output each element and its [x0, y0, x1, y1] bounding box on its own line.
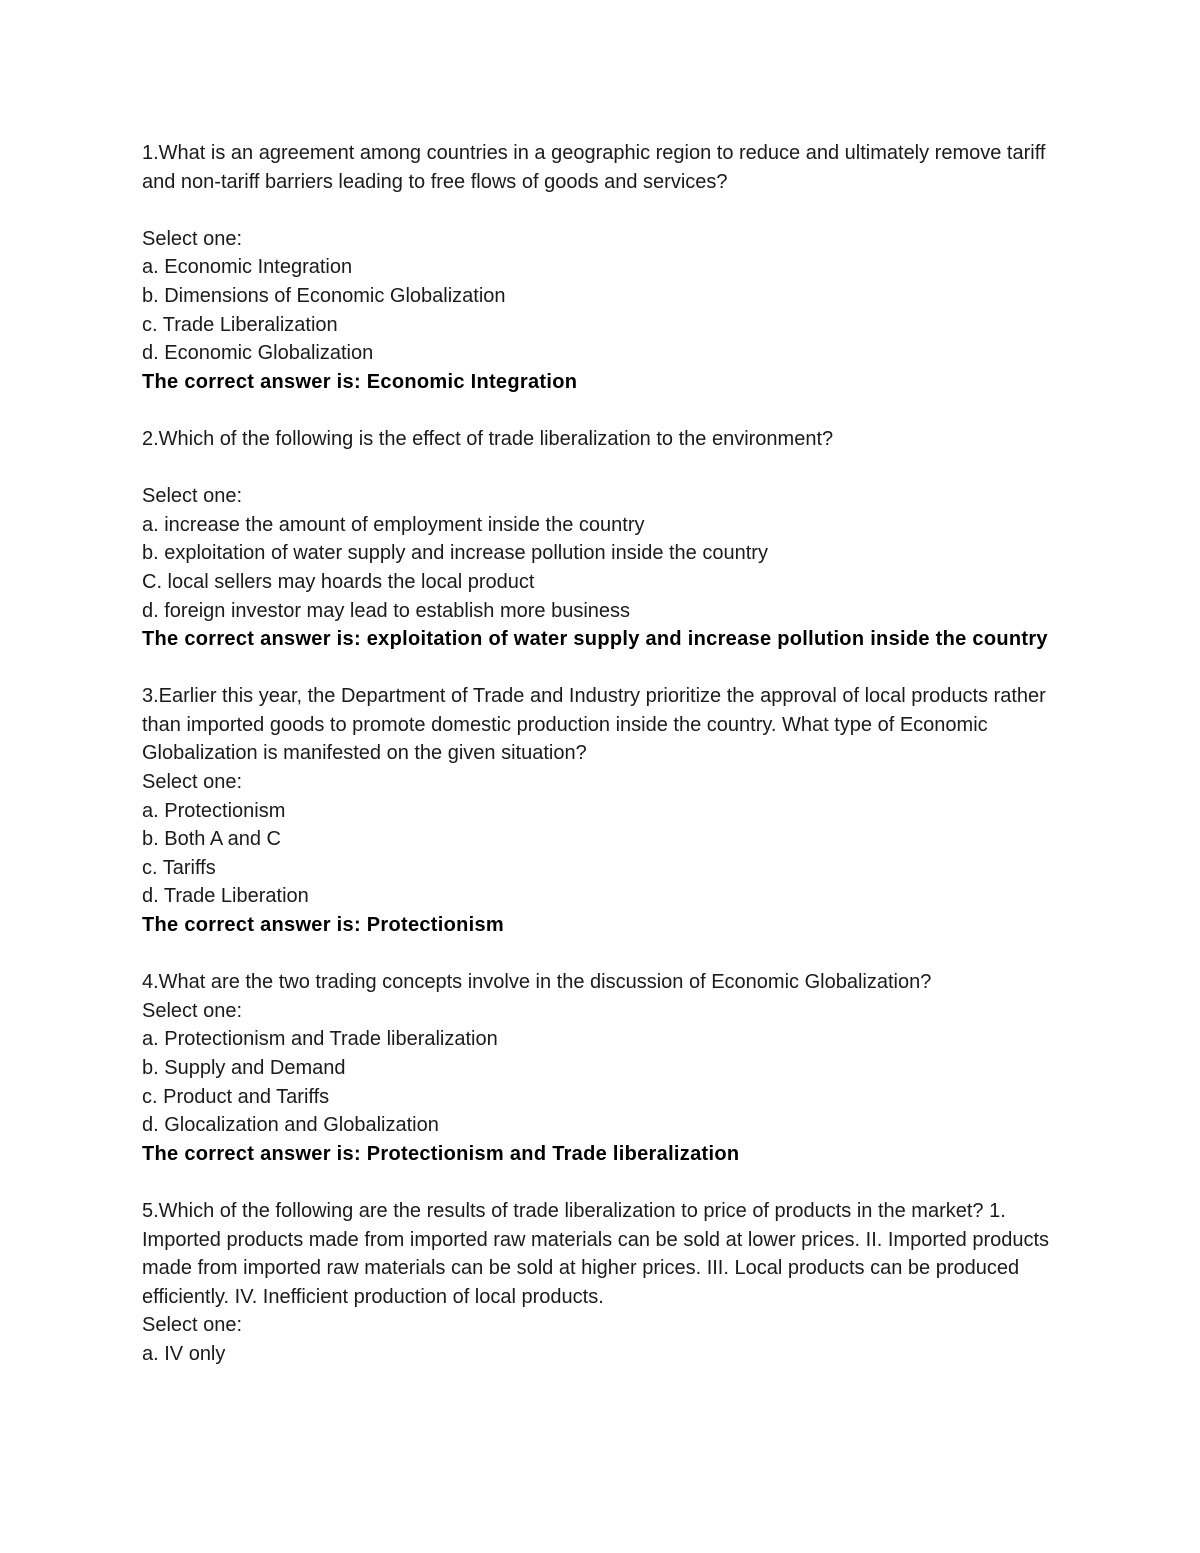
question-2-select-label: Select one: — [142, 485, 243, 508]
question-1-option-b: b. Dimensions of Economic Globalization — [142, 284, 506, 307]
question-3 — [142, 682, 1072, 939]
question-3-prompt: 3.Earlier this year, the Department of Trade and Industry prioritize the approval of local products rather than imported goods to promote domestic production inside the country. What type of Economic Globalization is manifested on the given situation? — [142, 685, 1046, 765]
question-1-option-c: c. Trade Liberalization — [142, 313, 338, 336]
question-4-select-label: Select one: — [142, 999, 243, 1022]
question-2 — [142, 425, 1072, 654]
question-2-correct-answer: The correct answer is: exploitation of water supply and increase pollution inside the country — [142, 628, 1048, 651]
question-1-correct-answer: The correct answer is: Economic Integration — [142, 370, 578, 393]
question-5 — [142, 1197, 1072, 1369]
question-3-option-d: d. Trade Liberation — [142, 885, 309, 908]
question-4-option-a: a. Protectionism and Trade liberalization — [142, 1028, 498, 1051]
question-5-prompt: 5.Which of the following are the results of trade liberalization to price of products in the market? 1. Imported products made from imported raw materials can be sold at lower prices. II. Imported products made from imported raw materials can be sold at higher prices. III. Local products can be produced efficiently. IV. Inefficient production of local products. — [142, 1199, 1050, 1308]
question-2-prompt: 2.Which of the following is the effect of trade liberalization to the environment? — [142, 427, 834, 450]
question-2-option-a: a. increase the amount of employment inside the country — [142, 513, 645, 536]
question-1-select-label: Select one: — [142, 227, 243, 250]
question-3-select-label: Select one: — [142, 771, 243, 794]
question-2-option-c: C. local sellers may hoards the local product — [142, 570, 535, 593]
question-3-correct-answer: The correct answer is: Protectionism — [142, 914, 505, 937]
question-4-option-d: d. Glocalization and Globalization — [142, 1114, 439, 1137]
question-4-option-b: b. Supply and Demand — [142, 1057, 346, 1079]
spacer — [142, 196, 1072, 225]
question-5-option-a: a. IV only — [142, 1342, 226, 1365]
question-1-option-a: a. Economic Integration — [142, 256, 353, 279]
question-1-prompt: 1.What is an agreement among countries in a geographic region to reduce and ultimately remove tariff and non-tariff barriers leading to free flows of goods and services? — [142, 142, 1046, 193]
question-3-option-b: b. Both A and C — [142, 828, 281, 851]
quiz-document — [142, 139, 1072, 1397]
question-2-option-d: d. foreign investor may lead to establish more business — [142, 599, 631, 622]
question-3-option-c: c. Tariffs — [142, 856, 216, 879]
question-4-option-c: c. Product and Tariffs — [142, 1085, 330, 1108]
question-4-correct-answer: The correct answer is: Protectionism and Trade liberalization — [142, 1142, 740, 1165]
question-4-prompt: 4.What are the two trading concepts involve in the discussion of Economic Globalization? — [142, 971, 932, 994]
question-5-select-label: Select one: — [142, 1314, 243, 1337]
question-3-option-a: a. Protectionism — [142, 799, 286, 822]
question-1 — [142, 139, 1072, 396]
question-2-option-b: b. exploitation of water supply and increase pollution inside the country — [142, 542, 768, 565]
question-4 — [142, 968, 1072, 1168]
spacer — [142, 454, 1072, 483]
question-1-option-d: d. Economic Globalization — [142, 342, 374, 365]
